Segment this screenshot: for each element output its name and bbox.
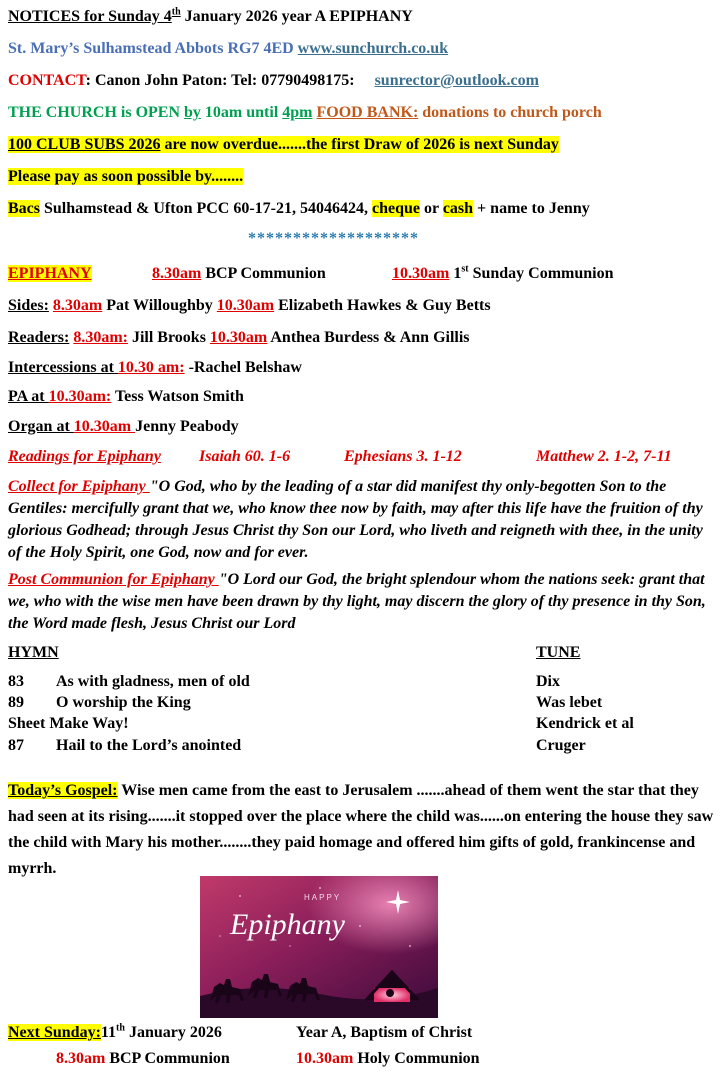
pa-time: 10.30am:	[48, 388, 112, 405]
name-to-jenny: + name to Jenny	[473, 200, 590, 217]
readings-line	[8, 447, 672, 467]
hymn-tune: Dix	[536, 673, 560, 690]
pa-label: PA at	[8, 388, 49, 405]
intercessions-time: 10.30 am:	[117, 359, 185, 376]
food-bank-text: donations to church porch	[418, 104, 602, 121]
notices-sup: th	[171, 6, 181, 18]
church-url-link[interactable]: www.sunchurch.co.uk	[297, 40, 449, 57]
service-time-2: 10.30am	[392, 265, 450, 282]
organ-time: 10.30am	[73, 418, 136, 435]
church-name: St. Mary’s Sulhamstead Abbots RG7 4ED	[8, 40, 298, 57]
pa-line	[8, 387, 244, 407]
post-communion-label: Post Communion for Epiphany	[8, 571, 219, 588]
service-2-sup: st	[461, 263, 469, 275]
readers-label: Readers:	[8, 329, 70, 346]
readers-person-2: Anthea Burdess & Ann Gillis	[267, 329, 470, 346]
service-2-text: Sunday Communion	[468, 265, 614, 282]
next-date-a: 11	[100, 1024, 117, 1041]
club-subs-rest: are now overdue.......the first Draw of 2026 is next Sunday	[160, 136, 559, 153]
contact-line	[8, 71, 539, 91]
contact-email-link[interactable]: sunrector@outlook.com	[374, 72, 539, 89]
readings-label: Readings for Epiphany	[8, 448, 161, 465]
banner-happy: HAPPY	[304, 893, 342, 902]
readers-person-1: Jill Brooks	[127, 329, 210, 346]
readers-time-2: 10.30am	[209, 329, 268, 346]
contact-label: CONTACT	[8, 72, 86, 89]
hymn-num: 83	[8, 673, 24, 690]
hymn-tune: Was lebet	[536, 694, 603, 711]
contact-text: : Canon John Paton: Tel: 07790498175:	[85, 72, 375, 89]
intercessions-line	[8, 358, 302, 378]
hymn-title: As with gladness, men of old	[56, 673, 250, 690]
hymn-tune: Kendrick et al	[536, 715, 634, 732]
post-communion-text: "O Lord our God, the bright splendour whom the nations seek: grant that we, who with the wise men have been drawn by thy light, may discern the glory of thy presence in thy Son, the Word made flesh, Jesus Christ our Lord	[8, 571, 706, 632]
next-sunday-line	[8, 1022, 473, 1043]
epiphany-banner	[200, 876, 438, 1018]
sides-line	[8, 296, 491, 316]
reading-2: Ephesians 3. 1-12	[344, 448, 462, 465]
cash: cash	[442, 200, 474, 217]
service-time-1: 8.30am	[152, 265, 202, 282]
open-by: by	[184, 104, 201, 121]
next-year: Year A, Baptism of Christ	[296, 1024, 473, 1041]
collect-text: "O God, who by the leading of a star did manifest thy only-begotten Son to the Gentiles: mercifully grant that we, who know thee now by faith, may after this life have the fruition of thy glorious Godhead; through Jesus Christ thy Son our Lord, who liveth and reigneth with thee, in the unity of the Holy Spirit, one God, now and for ever.	[8, 478, 703, 561]
sides-person-2: Elizabeth Hawkes & Guy Betts	[274, 297, 491, 314]
banner-epiphany: Epiphany	[230, 908, 345, 941]
collect-paragraph	[8, 476, 720, 564]
please-pay-line	[8, 167, 243, 187]
sides-time-1: 8.30am	[52, 297, 103, 314]
or: or	[420, 200, 443, 217]
hymn-num: 87	[8, 737, 24, 754]
epiphany-line	[8, 263, 614, 284]
hymn-num: 89	[8, 694, 24, 711]
reading-3: Matthew 2. 1-2, 7-11	[536, 448, 672, 465]
hymn-title: Hail to the Lord’s anointed	[56, 737, 242, 754]
collect-label: Collect for Epiphany	[8, 478, 150, 495]
open-4pm: 4pm	[282, 104, 313, 121]
food-bank-label: FOOD BANK:	[316, 104, 419, 121]
cheque: cheque	[372, 200, 420, 217]
hymn-title: O worship the King	[56, 694, 191, 711]
organ-line	[8, 417, 239, 437]
hymn-tune: Cruger	[536, 737, 586, 754]
service-2-pre: 1	[449, 265, 462, 282]
sides-label: Sides:	[8, 297, 49, 314]
sides-time-2: 10.30am	[216, 297, 275, 314]
notices-title-b: January 2026 year A EPIPHANY	[180, 8, 413, 25]
hymn-row	[8, 736, 241, 756]
notices-title-a: NOTICES for Sunday 4	[8, 8, 172, 25]
hymn-row	[8, 672, 250, 692]
post-communion-paragraph	[8, 569, 720, 635]
next-date-sup: th	[116, 1022, 125, 1034]
bacs-text: Sulhamstead & Ufton PCC 60-17-21, 54046424,	[40, 200, 372, 217]
hymn-row	[8, 693, 191, 713]
open-line	[8, 103, 602, 123]
readers-line	[8, 328, 470, 348]
bacs-line	[8, 199, 590, 219]
divider-stars: *******************	[248, 230, 419, 247]
next-time-1: 8.30am	[56, 1050, 106, 1067]
epiphany-label: EPIPHANY	[8, 265, 92, 282]
organ-label: Organ at	[8, 418, 74, 435]
organ-person: Jenny Peabody	[135, 418, 239, 435]
next-service-2: Holy Communion	[353, 1050, 480, 1067]
hymn-row	[8, 714, 129, 734]
intercessions-label: Intercessions at	[8, 359, 118, 376]
next-time-2: 10.30am	[296, 1050, 354, 1067]
church-line	[8, 39, 448, 59]
reading-1: Isaiah 60. 1-6	[199, 448, 291, 465]
club-subs: 100 CLUB SUBS 2026	[8, 136, 161, 153]
hymn-title: Make Way!	[49, 715, 129, 732]
hymn-num: Sheet	[8, 715, 46, 732]
next-sunday-label: Next Sunday:	[8, 1024, 101, 1041]
intercessions-person: -Rachel Belshaw	[184, 359, 302, 376]
tune-header: TUNE	[536, 644, 581, 661]
bacs-label: Bacs	[8, 200, 40, 217]
readers-time-1: 8.30am:	[73, 329, 128, 346]
epiphany-banner-graphic	[200, 876, 438, 1018]
gospel-label: Today’s Gospel:	[8, 782, 118, 799]
gospel-paragraph	[8, 778, 720, 882]
please-pay: Please pay as soon possible by........	[8, 168, 244, 185]
service-1-text: BCP Communion	[201, 265, 326, 282]
club-subs-line	[8, 135, 559, 155]
hymn-header: HYMN	[8, 644, 59, 661]
pa-person: Tess Watson Smith	[111, 388, 244, 405]
notices-title	[8, 7, 413, 27]
open-a: THE CHURCH is OPEN	[8, 104, 185, 121]
next-service-1: BCP Communion	[105, 1050, 230, 1067]
gospel-text: Wise men came from the east to Jerusalem .......ahead of them went the star that they had seen at its rising.......it stopped over the place where the child was......on entering the house they saw the child with Mary his mother........they paid homage and offered him gifts of gold, frankincense and myrrh.	[8, 782, 714, 877]
open-b: 10am until	[200, 104, 283, 121]
next-date-b: January 2026	[124, 1024, 222, 1041]
next-services-line	[56, 1049, 480, 1069]
sides-person-1: Pat Willoughby	[102, 297, 217, 314]
